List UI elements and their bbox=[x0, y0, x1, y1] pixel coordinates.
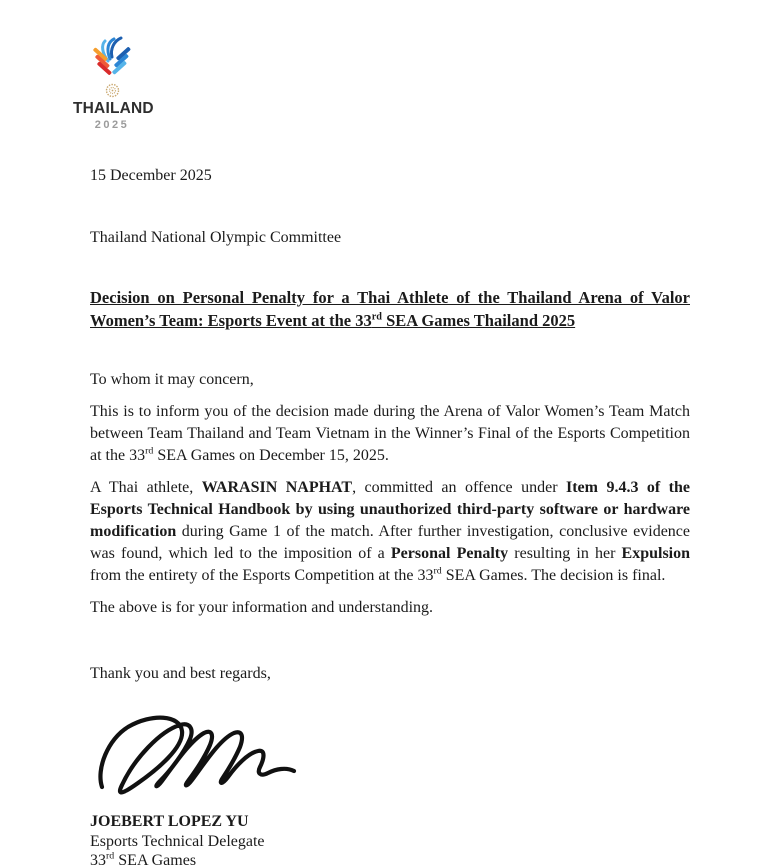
signer-title: Esports Technical Delegate bbox=[90, 833, 265, 850]
subject-heading: Decision on Personal Penalty for a Thai Athlete of the Thailand Arena of Valor Women’s Team: Esports Event at the 33rd SEA Games Thailand 2025 bbox=[90, 288, 690, 330]
sea-games-emblem-icon bbox=[89, 36, 135, 82]
gold-rosette-icon bbox=[105, 83, 120, 98]
signer-name: JOEBERT LOPEZ YU bbox=[90, 813, 249, 830]
letter-date: 15 December 2025 bbox=[90, 167, 212, 184]
body-paragraph-2: A Thai athlete, WARASIN NAPHAT, committed an offence under Item 9.4.3 of the Esports Technical Handbook by using unauthorized third-party software or hardware modification during Game 1 of the match. After further investigation, conclusive evidence was found, which led to the imposition of a Personal Penalty resulting in her Expulsion from the entirety of the Esports Competition at the 33rd SEA Games. The decision is final. bbox=[90, 479, 691, 584]
salutation: To whom it may concern, bbox=[90, 371, 254, 388]
body-paragraph-1: This is to inform you of the decision made during the Arena of Valor Women’s Team Match between Team Thailand and Team Vietnam in the Winner’s Final of the Esports Competition at the 33rd SEA Games on December 15, 2025. bbox=[90, 403, 690, 464]
sea-games-logo bbox=[73, 36, 154, 131]
closing-line: Thank you and best regards, bbox=[90, 665, 271, 682]
signer-block bbox=[90, 812, 690, 867]
body-paragraph-3: The above is for your information and understanding. bbox=[90, 599, 434, 616]
letter-content bbox=[73, 0, 691, 867]
letter-recipient: Thailand National Olympic Committee bbox=[90, 229, 342, 246]
logo-year: 2025 bbox=[94, 119, 130, 131]
signer-org: 33rd SEA Games bbox=[90, 850, 197, 867]
signature-image bbox=[94, 709, 299, 801]
logo-title: THAILAND bbox=[73, 100, 154, 117]
